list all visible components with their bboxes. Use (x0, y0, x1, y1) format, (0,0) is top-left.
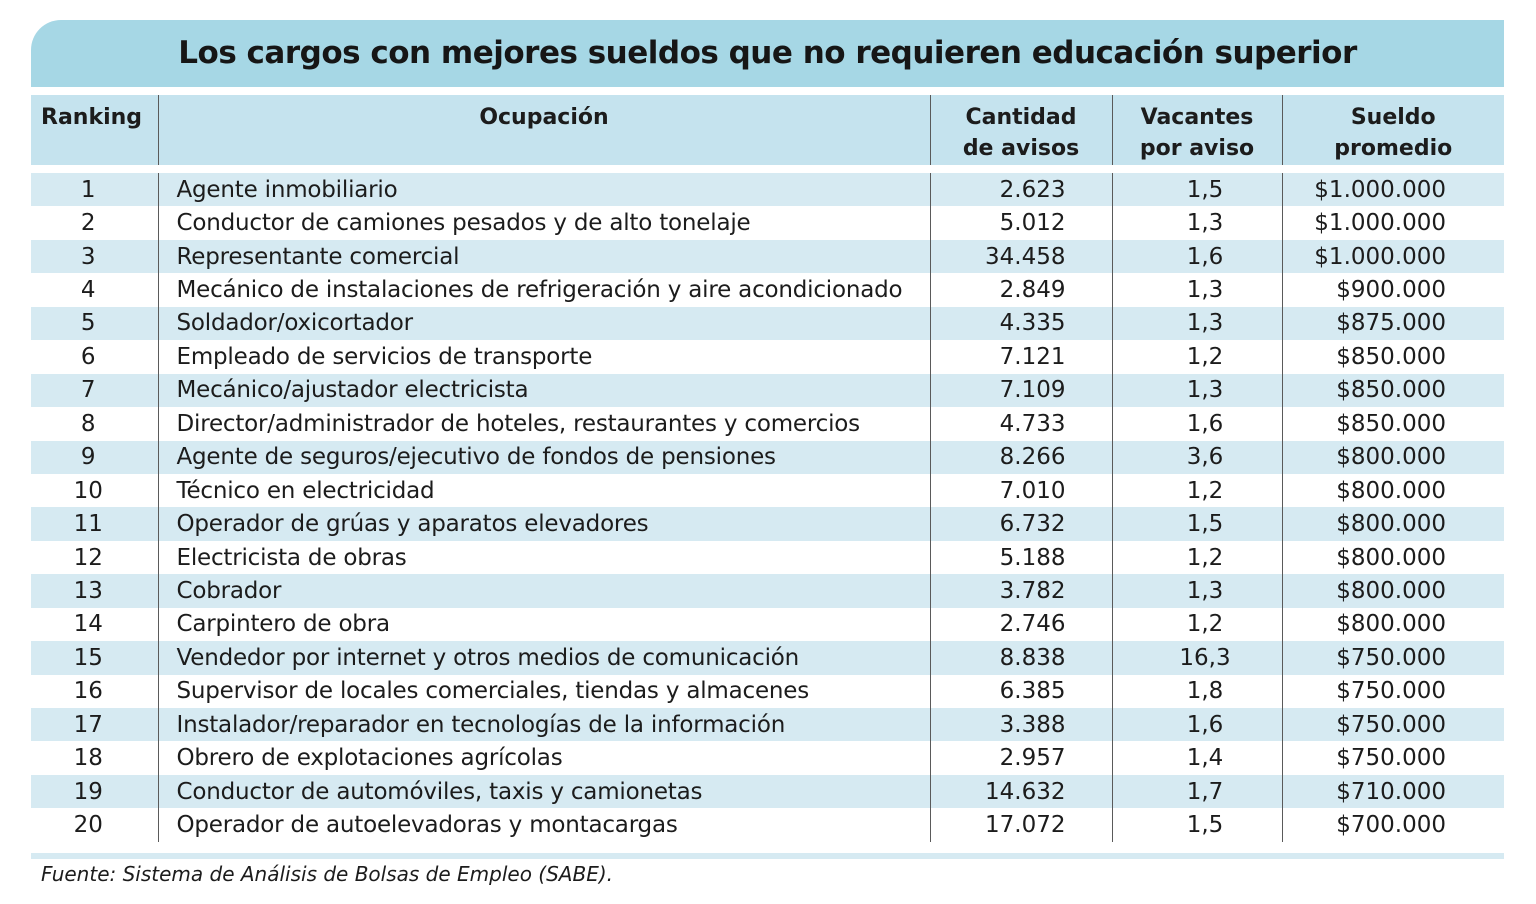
cell-occupation: Carpintero de obra (158, 608, 930, 641)
source-footnote: Fuente: Sistema de Análisis de Bolsas de Empleo (SABE). (41, 862, 613, 886)
cell-rank: 8 (31, 407, 158, 440)
cell-rank: 19 (31, 775, 158, 808)
cell-vacantes: 1,2 (1112, 474, 1282, 507)
cell-rank: 1 (31, 169, 158, 206)
cell-cantidad: 5.188 (930, 541, 1112, 574)
cell-rank: 15 (31, 641, 158, 674)
cell-rank: 10 (31, 474, 158, 507)
header-cantidad-line2: de avisos (962, 136, 1080, 161)
header-row (31, 95, 1504, 169)
salary-table (31, 95, 1504, 842)
cell-sueldo: $850.000 (1282, 340, 1504, 373)
cell-vacantes: 1,2 (1112, 340, 1282, 373)
cell-occupation: Conductor de camiones pesados y de alto tonelaje (158, 206, 930, 239)
table-body (31, 169, 1504, 842)
cell-vacantes: 1,3 (1112, 374, 1282, 407)
table-row (31, 273, 1504, 306)
cell-occupation: Electricista de obras (158, 541, 930, 574)
cell-vacantes: 1,6 (1112, 708, 1282, 741)
cell-occupation: Obrero de explotaciones agrícolas (158, 741, 930, 774)
cell-cantidad: 3.388 (930, 708, 1112, 741)
cell-vacantes: 1,6 (1112, 407, 1282, 440)
table-row (31, 374, 1504, 407)
cell-vacantes: 1,5 (1112, 507, 1282, 540)
cell-cantidad: 7.109 (930, 374, 1112, 407)
header-sueldo-line2: promedio (1334, 136, 1453, 161)
cell-cantidad: 17.072 (930, 808, 1112, 841)
cell-sueldo: $800.000 (1282, 574, 1504, 607)
cell-cantidad: 14.632 (930, 775, 1112, 808)
header-sueldo-promedio (1282, 95, 1504, 169)
cell-occupation: Empleado de servicios de transporte (158, 340, 930, 373)
cell-sueldo: $850.000 (1282, 374, 1504, 407)
table-row (31, 474, 1504, 507)
header-cantidad-avisos (930, 95, 1112, 169)
cell-rank: 6 (31, 340, 158, 373)
cell-rank: 2 (31, 206, 158, 239)
header-vacantes-line1: Vacantes (1140, 105, 1254, 130)
cell-vacantes: 1,4 (1112, 741, 1282, 774)
cell-cantidad: 34.458 (930, 240, 1112, 273)
cell-cantidad: 5.012 (930, 206, 1112, 239)
header-vacantes-line2: por aviso (1139, 136, 1255, 161)
cell-sueldo: $900.000 (1282, 273, 1504, 306)
cell-sueldo: $700.000 (1282, 808, 1504, 841)
table-row (31, 441, 1504, 474)
table-row (31, 240, 1504, 273)
table-row (31, 808, 1504, 841)
cell-rank: 5 (31, 307, 158, 340)
cell-vacantes: 1,5 (1112, 808, 1282, 841)
cell-vacantes: 1,2 (1112, 608, 1282, 641)
cell-vacantes: 1,7 (1112, 775, 1282, 808)
cell-cantidad: 7.121 (930, 340, 1112, 373)
cell-sueldo: $750.000 (1282, 675, 1504, 708)
cell-sueldo: $800.000 (1282, 474, 1504, 507)
cell-sueldo: $750.000 (1282, 741, 1504, 774)
cell-cantidad: 2.746 (930, 608, 1112, 641)
cell-cantidad: 6.385 (930, 675, 1112, 708)
cell-occupation: Representante comercial (158, 240, 930, 273)
cell-rank: 11 (31, 507, 158, 540)
table-row (31, 340, 1504, 373)
cell-rank: 12 (31, 541, 158, 574)
cell-cantidad: 6.732 (930, 507, 1112, 540)
table-row (31, 608, 1504, 641)
cell-sueldo: $800.000 (1282, 441, 1504, 474)
cell-sueldo: $800.000 (1282, 608, 1504, 641)
cell-occupation: Operador de autoelevadoras y montacargas (158, 808, 930, 841)
cell-vacantes: 1,3 (1112, 273, 1282, 306)
cell-rank: 4 (31, 273, 158, 306)
cell-occupation: Soldador/oxicortador (158, 307, 930, 340)
cell-rank: 7 (31, 374, 158, 407)
cell-occupation: Director/administrador de hoteles, restaurantes y comercios (158, 407, 930, 440)
header-ranking: Ranking (31, 95, 158, 169)
table-row (31, 307, 1504, 340)
header-occupation: Ocupación (158, 95, 930, 169)
cell-occupation: Conductor de automóviles, taxis y camionetas (158, 775, 930, 808)
cell-cantidad: 3.782 (930, 574, 1112, 607)
cell-cantidad: 4.733 (930, 407, 1112, 440)
table-row (31, 675, 1504, 708)
cell-rank: 14 (31, 608, 158, 641)
cell-vacantes: 1,3 (1112, 206, 1282, 239)
cell-rank: 3 (31, 240, 158, 273)
cell-occupation: Mecánico/ajustador electricista (158, 374, 930, 407)
table-header (31, 95, 1504, 169)
cell-vacantes: 1,6 (1112, 240, 1282, 273)
table-row (31, 206, 1504, 239)
cell-sueldo: $1.000.000 (1282, 169, 1504, 206)
table-row (31, 541, 1504, 574)
cell-sueldo: $1.000.000 (1282, 240, 1504, 273)
cell-cantidad: 2.849 (930, 273, 1112, 306)
cell-vacantes: 3,6 (1112, 441, 1282, 474)
cell-cantidad: 8.266 (930, 441, 1112, 474)
table-row (31, 574, 1504, 607)
cell-rank: 9 (31, 441, 158, 474)
table-row (31, 708, 1504, 741)
cell-occupation: Instalador/reparador en tecnologías de la información (158, 708, 930, 741)
cell-sueldo: $750.000 (1282, 708, 1504, 741)
table-row (31, 741, 1504, 774)
table-row (31, 775, 1504, 808)
cell-rank: 13 (31, 574, 158, 607)
cell-rank: 18 (31, 741, 158, 774)
cell-occupation: Vendedor por internet y otros medios de comunicación (158, 641, 930, 674)
cell-sueldo: $1.000.000 (1282, 206, 1504, 239)
cell-occupation: Técnico en electricidad (158, 474, 930, 507)
cell-rank: 16 (31, 675, 158, 708)
bottom-divider (31, 853, 1504, 859)
cell-cantidad: 4.335 (930, 307, 1112, 340)
cell-occupation: Agente de seguros/ejecutivo de fondos de pensiones (158, 441, 930, 474)
cell-occupation: Agente inmobiliario (158, 169, 930, 206)
cell-vacantes: 16,3 (1112, 641, 1282, 674)
cell-vacantes: 1,8 (1112, 675, 1282, 708)
cell-rank: 17 (31, 708, 158, 741)
table-row (31, 507, 1504, 540)
cell-cantidad: 8.838 (930, 641, 1112, 674)
cell-sueldo: $800.000 (1282, 541, 1504, 574)
header-cantidad-line1: Cantidad (965, 105, 1077, 130)
cell-vacantes: 1,3 (1112, 574, 1282, 607)
table-row (31, 169, 1504, 206)
cell-sueldo: $710.000 (1282, 775, 1504, 808)
cell-rank: 20 (31, 808, 158, 841)
cell-sueldo: $850.000 (1282, 407, 1504, 440)
header-vacantes-aviso (1112, 95, 1282, 169)
cell-occupation: Supervisor de locales comerciales, tiendas y almacenes (158, 675, 930, 708)
cell-vacantes: 1,5 (1112, 169, 1282, 206)
cell-cantidad: 7.010 (930, 474, 1112, 507)
salary-table-container (31, 95, 1504, 842)
cell-sueldo: $875.000 (1282, 307, 1504, 340)
cell-vacantes: 1,3 (1112, 307, 1282, 340)
title-banner (31, 20, 1504, 87)
cell-occupation: Cobrador (158, 574, 930, 607)
cell-occupation: Mecánico de instalaciones de refrigeración y aire acondicionado (158, 273, 930, 306)
table-row (31, 641, 1504, 674)
page-title: Los cargos con mejores sueldos que no requieren educación superior (178, 34, 1357, 71)
header-sueldo-line1: Sueldo (1350, 105, 1436, 130)
cell-occupation: Operador de grúas y aparatos elevadores (158, 507, 930, 540)
cell-cantidad: 2.623 (930, 169, 1112, 206)
table-row (31, 407, 1504, 440)
cell-vacantes: 1,2 (1112, 541, 1282, 574)
cell-sueldo: $800.000 (1282, 507, 1504, 540)
cell-cantidad: 2.957 (930, 741, 1112, 774)
cell-sueldo: $750.000 (1282, 641, 1504, 674)
